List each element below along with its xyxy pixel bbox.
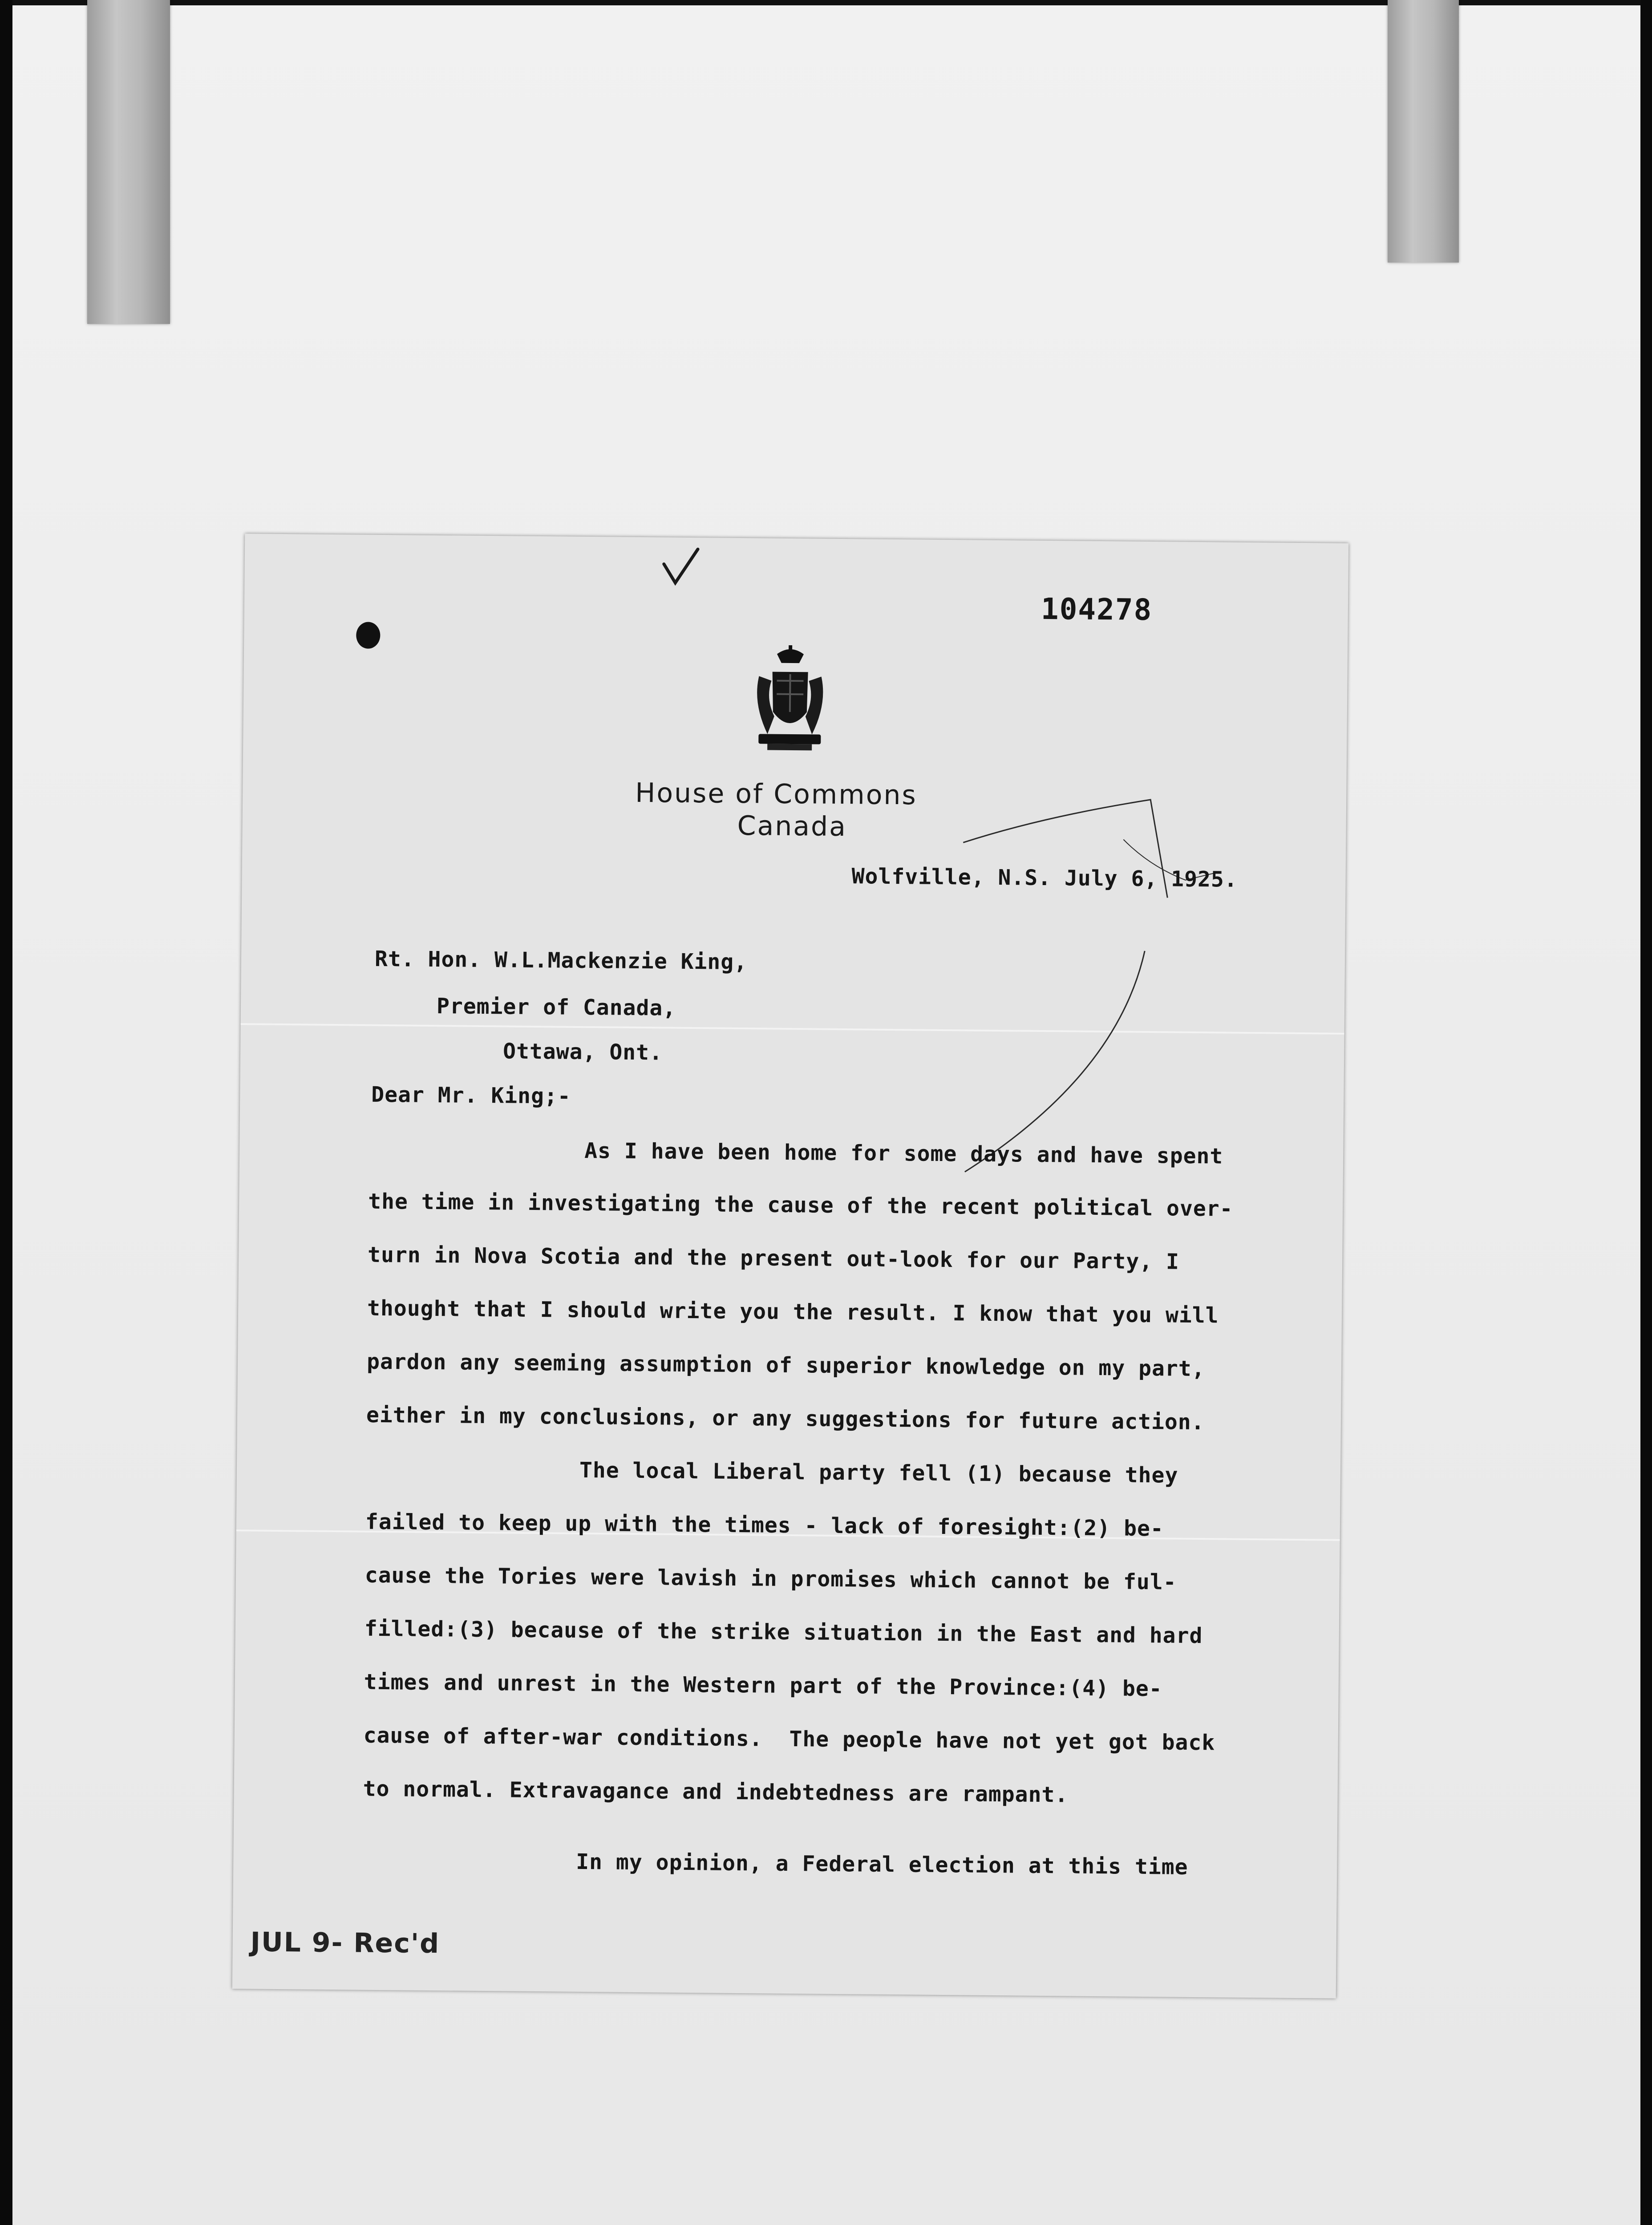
body-line: cause of after-war conditions. The people have not yet got back [363,1723,1215,1756]
recipient-title: Premier of Canada, [436,994,676,1021]
checkmark-icon [660,546,700,587]
salutation: Dear Mr. King;- [371,1082,571,1109]
pen-mark [952,789,1267,1183]
body-line: the time in investigating the cause of the recent political over- [368,1189,1233,1222]
letterhead-country: Canada [737,810,847,843]
body-line: failed to keep up with the times - lack of foresight:(2) be- [365,1509,1164,1541]
mounting-tape-top-right [1388,0,1459,263]
body-line: pardon any seeming assumption of superior knowledge on my part, [366,1349,1205,1382]
recipient-city: Ottawa, Ont. [502,1039,663,1065]
body-line: In my opinion, a Federal election at this time [576,1849,1188,1880]
mounting-tape-top-left [87,0,170,324]
body-line: cause the Tories were lavish in promises which cannot be ful- [364,1562,1177,1595]
body-line: filled:(3) because of the strike situation in the East and hard [364,1616,1203,1649]
date-line: Wolfville, N.S. July 6, 1925. [851,864,1238,892]
letterhead-title: House of Commons [635,777,918,811]
body-line: either in my conclusions, or any suggestions for future action. [366,1402,1205,1435]
coat-of-arms-icon [749,645,830,752]
body-line: As I have been home for some days and have spent [584,1138,1223,1169]
body-line: turn in Nova Scotia and the present out-look for our Party, I [367,1242,1180,1274]
letter-page [232,534,1348,1998]
film-edge-left [0,0,12,2225]
film-edge-right [1640,0,1652,2225]
body-line: to normal. Extravagance and indebtedness are rampant. [363,1776,1069,1808]
recipient-name: Rt. Hon. W.L.Mackenzie King, [374,946,748,975]
body-line: times and unrest in the Western part of the Province:(4) be- [364,1669,1162,1702]
body-line: thought that I should write you the result. I know that you will [367,1295,1219,1328]
received-stamp: JUL 9- Rec'd [250,1926,440,1960]
body-line: The local Liberal party fell (1) because they [579,1457,1178,1488]
document-number: 104278 [1041,591,1153,627]
punch-hole [356,622,381,648]
